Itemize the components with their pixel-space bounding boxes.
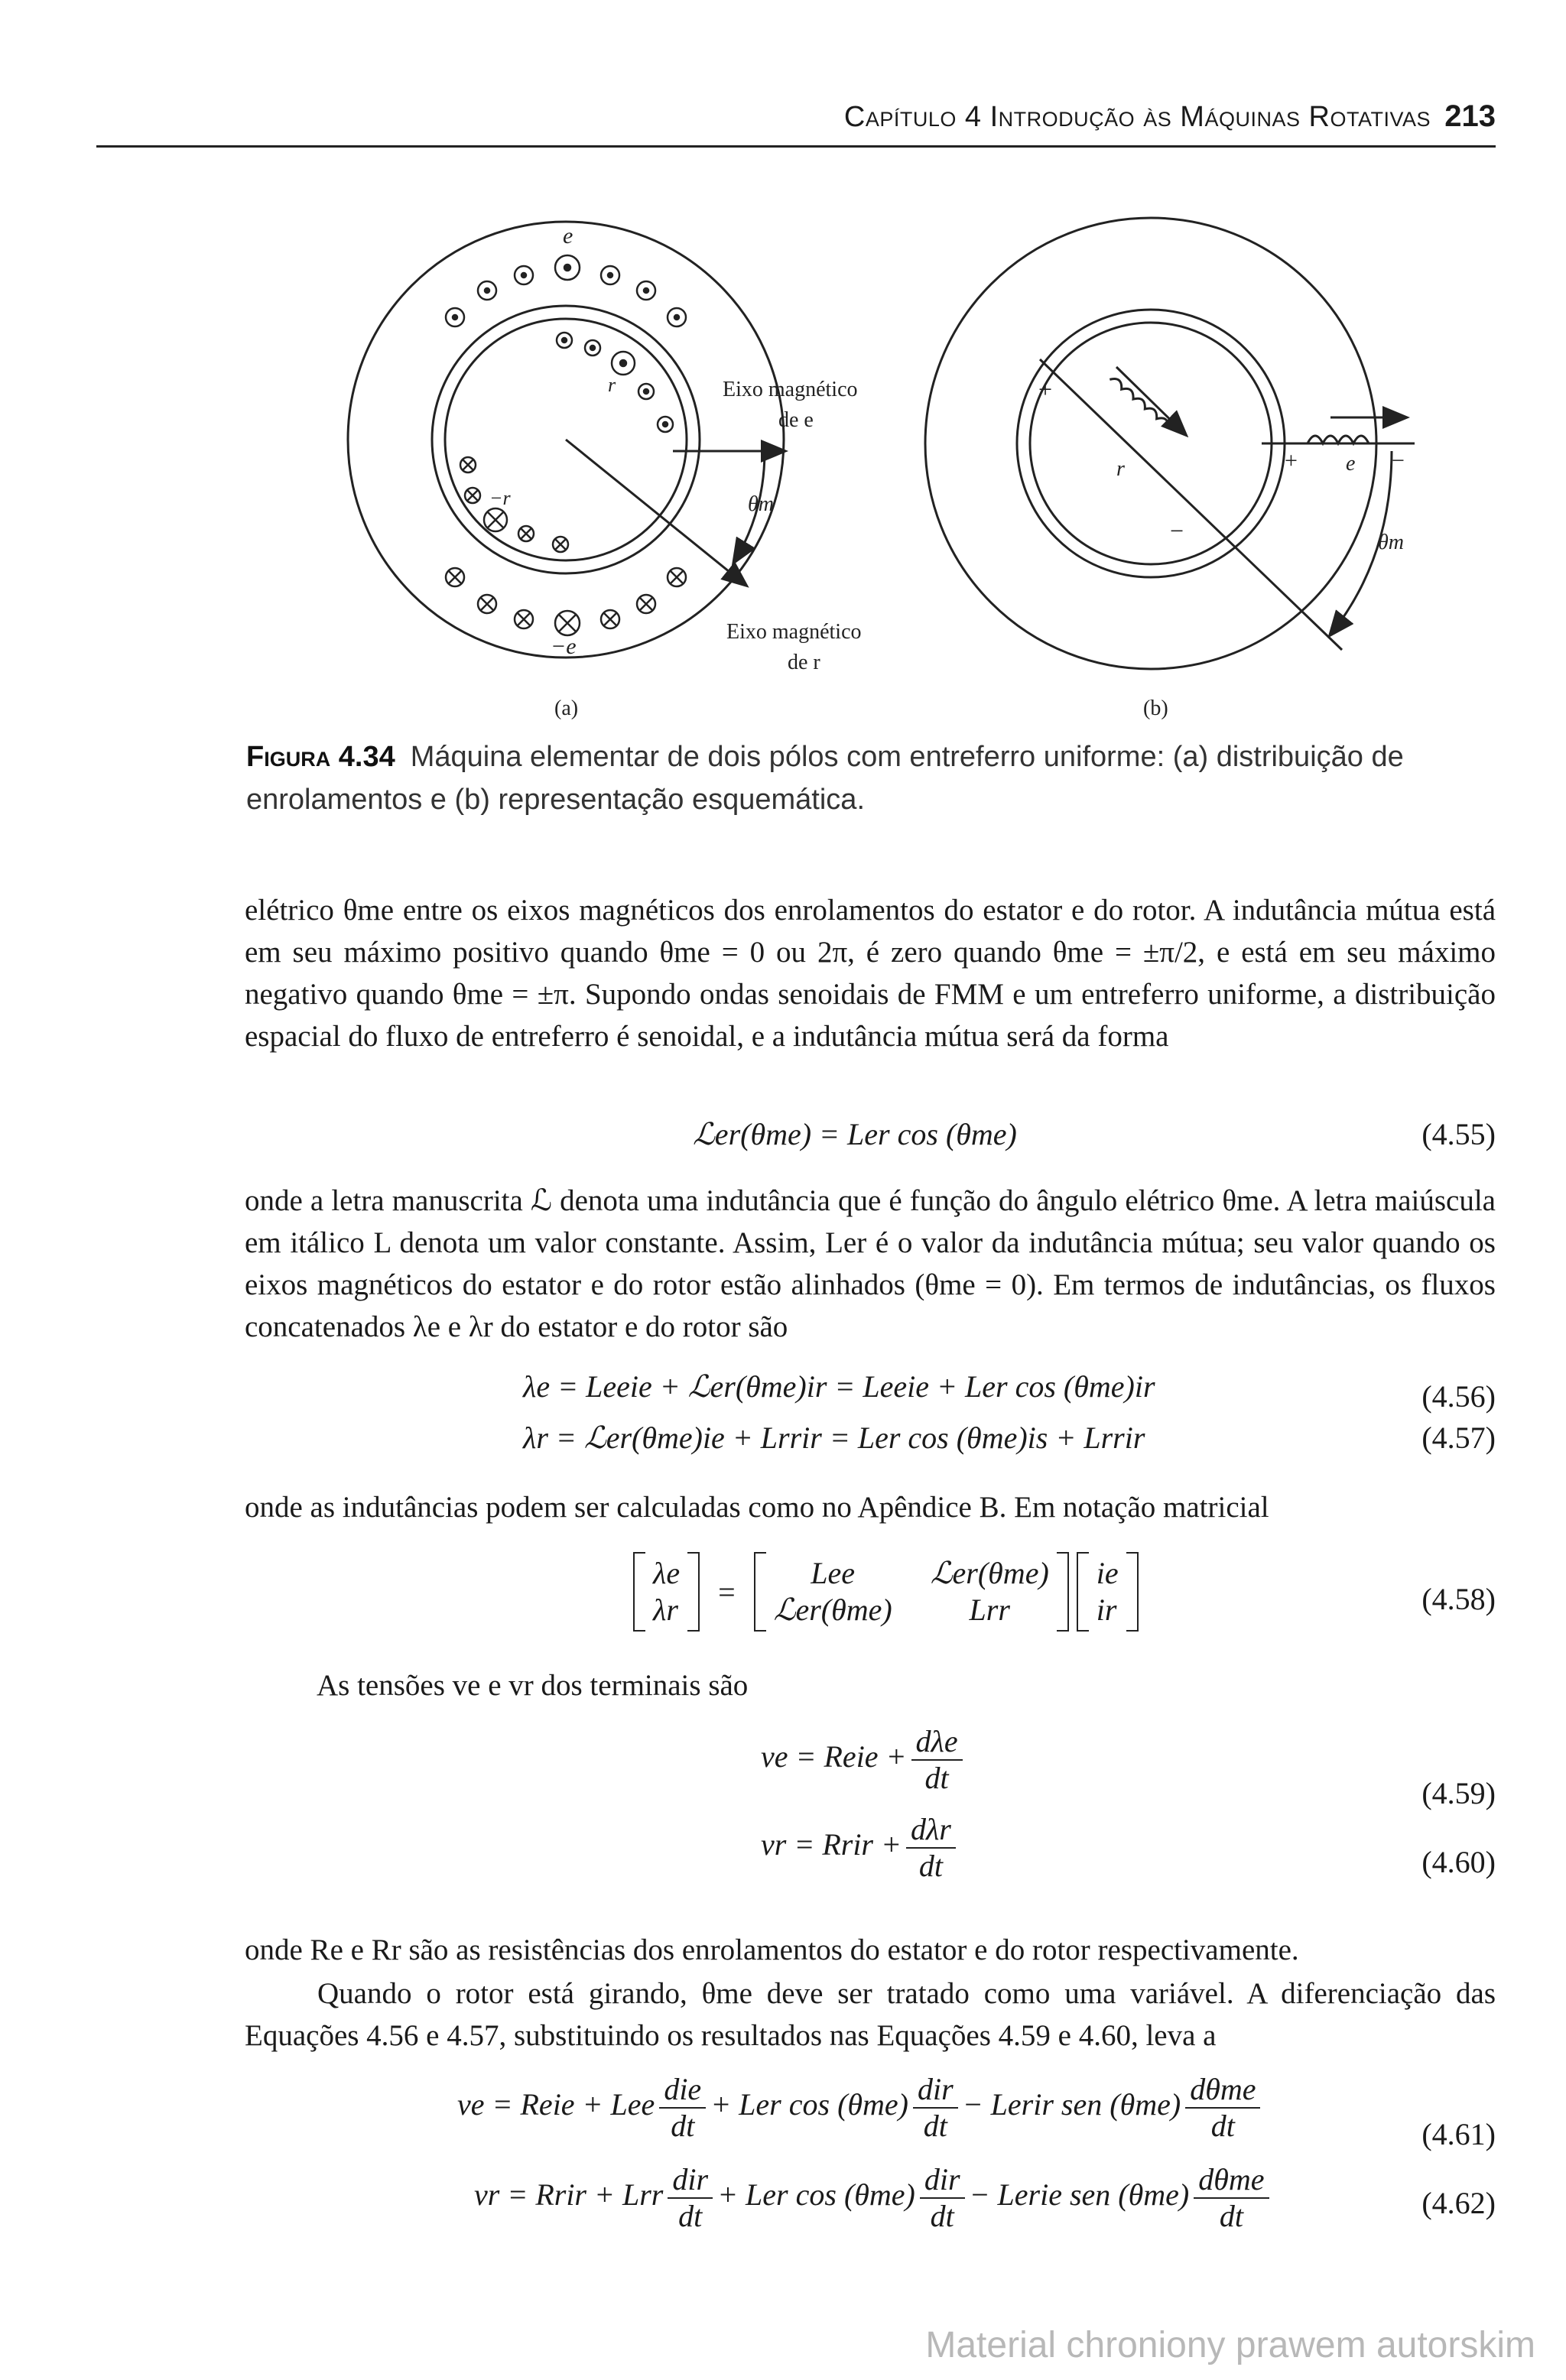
equation-number-4-58: (4.58) [1421, 1582, 1496, 1616]
stator-conductors-dot [446, 255, 686, 326]
equation-number-4-61: (4.61) [1421, 2117, 1496, 2151]
matrix-equals: = [718, 1574, 736, 1609]
stator-minus: − [1392, 448, 1405, 473]
eq461-t3: − Lerir sen (θme) [962, 2087, 1181, 2122]
copyright-watermark: Material chroniony prawem autorskim [925, 2325, 1535, 2365]
eq462-d2: dt [930, 2199, 954, 2233]
running-title: Capítulo 4 Introdução às Máquinas Rotativas [843, 101, 1431, 133]
eq461-n2: dir [913, 2072, 958, 2109]
matrix-rhs [1077, 1552, 1139, 1632]
eq459-lhs: ve = Reie + [761, 1739, 907, 1774]
equation-4-60 [761, 1812, 960, 1884]
figure-a-label: (a) [554, 696, 579, 720]
equation-number-4-59: (4.59) [1421, 1776, 1496, 1810]
rhs-top: ie [1096, 1556, 1119, 1590]
equation-number-4-60: (4.60) [1421, 1845, 1496, 1879]
coil-e-bottom-label: −e [551, 634, 577, 659]
rotor-plus: + [1038, 375, 1053, 403]
axis-r-label-1: Eixo magnético [726, 620, 862, 644]
caption-text: Máquina elementar de dois pólos com entreferro uniforme: (a) distribuição de enrolamentos e (b) representação esquemática. [246, 741, 1404, 816]
eq462-t2: + Ler cos (θme) [717, 2177, 915, 2213]
stator-label: e [1346, 452, 1356, 476]
rotor-label: r [1116, 457, 1125, 481]
equation-4-58 [633, 1552, 1139, 1632]
axis-r-label-2: de r [788, 651, 820, 674]
coil-e-top-label: e [563, 223, 573, 248]
m21: ℒer(θme) [773, 1593, 892, 1627]
eq461-d2: dt [923, 2109, 947, 2143]
axis-e-label-1: Eixo magnético [723, 378, 858, 401]
eq462-n2: dir [920, 2162, 965, 2199]
stator-conductors-cross [446, 568, 686, 635]
equation-4-56: λe = Leeie + ℒer(θme)ir = Leeie + Ler cos (θme)ir [523, 1369, 1155, 1404]
eq462-t3: − Lerie sen (θme) [969, 2177, 1190, 2213]
equation-4-62 [474, 2162, 1274, 2234]
eq459-num: dλe [911, 1724, 963, 1761]
m11: Lee [811, 1556, 856, 1590]
figure-a [348, 222, 862, 720]
equation-number-4-57: (4.57) [1421, 1421, 1496, 1455]
lhs-bottom: λr [653, 1593, 678, 1627]
rhs-bottom: ir [1096, 1593, 1117, 1627]
paragraph-5: onde Re e Rr são as resistências dos enrolamentos do estator e do rotor respectivamente. [245, 1934, 1299, 1966]
equation-4-57: λr = ℒer(θme)ie + Lrrir = Ler cos (θme)is + Lrrir [523, 1421, 1145, 1455]
m12: ℒer(θme) [930, 1556, 1049, 1590]
theta-label-b: θm [1378, 531, 1404, 554]
m22: Lrr [969, 1593, 1010, 1627]
eq461-d1: dt [671, 2109, 695, 2143]
paragraph-3: onde as indutâncias podem ser calculadas como no Apêndice B. Em notação matricial [245, 1491, 1269, 1524]
equation-number-4-62: (4.62) [1421, 2186, 1496, 2220]
b-inner-circle [1017, 310, 1285, 577]
coil-r-top-label: r [608, 374, 616, 396]
paragraph-2: onde a letra manuscrita ℒ denota uma indutância que é função do ângulo elétrico θme. A letra maiúscula em itálico L denota um valor constante. Assim, Ler é o valor da indutância mútua; seu valor quando os eixos magnéticos do estator e do rotor estão alinhados (θme = 0). Em termos de indutâncias, os fluxos concatenados λe e λr do estator e do rotor são [245, 1184, 1496, 1343]
axis-e-label-2: de e [778, 408, 814, 432]
axis-r-arrow [566, 440, 746, 585]
rotor-minus: − [1170, 517, 1184, 544]
eq462-d1: dt [678, 2199, 703, 2233]
figure-b [925, 218, 1415, 720]
figure-caption [246, 735, 1497, 821]
paragraph-4: As tensões ve e vr dos terminais são [317, 1669, 749, 1702]
eq462-n3: dθme [1194, 2162, 1269, 2199]
eq461-t2: + Ler cos (θme) [710, 2087, 908, 2122]
page-number: 213 [1444, 99, 1496, 133]
figure-b-label: (b) [1143, 696, 1168, 720]
eq460-lhs: vr = Rrir + [761, 1827, 902, 1862]
eq461-n3: dθme [1185, 2072, 1260, 2109]
equation-number-4-56: (4.56) [1421, 1379, 1496, 1414]
eq460-den: dt [918, 1849, 943, 1883]
coil-r-bottom-label: −r [489, 487, 511, 509]
eq462-n1: dir [668, 2162, 713, 2199]
paragraph-1: elétrico θme entre os eixos magnéticos dos enrolamentos do estator e do rotor. A indutância mútua está em seu máximo positivo quando θme = 0 ou 2π, é zero quando θme = ±π/2, e está em seu máximo negativo quando θme = ±π. Supondo ondas senoidais de FMM e um entreferro uniforme, a distribuição espacial do fluxo de entreferro é senoidal, e a indutância mútua será da forma [245, 894, 1496, 1053]
equation-4-55: ℒer(θme) = Ler cos (θme) [693, 1117, 1017, 1151]
equation-4-61 [457, 2072, 1265, 2144]
eq459-den: dt [924, 1761, 949, 1795]
running-head [96, 90, 1496, 148]
eq461-d3: dt [1210, 2109, 1235, 2143]
lhs-top: λe [653, 1556, 681, 1590]
matrix-inductance [754, 1552, 1069, 1632]
eq460-num: dλr [906, 1812, 956, 1849]
rotor-direction-arrow [1116, 367, 1185, 434]
eq462-t1: vr = Rrir + Lrr [474, 2177, 664, 2213]
rotor-coil [1110, 375, 1171, 429]
theta-label-a: θm [748, 492, 774, 516]
rotor-axis-line [1040, 359, 1342, 650]
matrix-lhs [633, 1552, 700, 1632]
paragraph-6: Quando o rotor está girando, θme deve ser tratado como uma variável. A diferenciação das Equações 4.56 e 4.57, substituindo os resultados nas Equações 4.59 e 4.60, leva a [245, 1977, 1496, 2052]
equation-number-4-55: (4.55) [1421, 1117, 1496, 1151]
eq461-t1: ve = Reie + Lee [457, 2087, 655, 2122]
eq462-d3: dt [1219, 2199, 1243, 2233]
stator-plus: + [1285, 448, 1298, 473]
eq461-n1: die [659, 2072, 706, 2109]
equation-4-59 [761, 1724, 967, 1796]
figure-label: Figura 4.34 [246, 741, 395, 773]
b-rotor-circle [1030, 323, 1272, 564]
figure-4-34 [336, 191, 1483, 726]
